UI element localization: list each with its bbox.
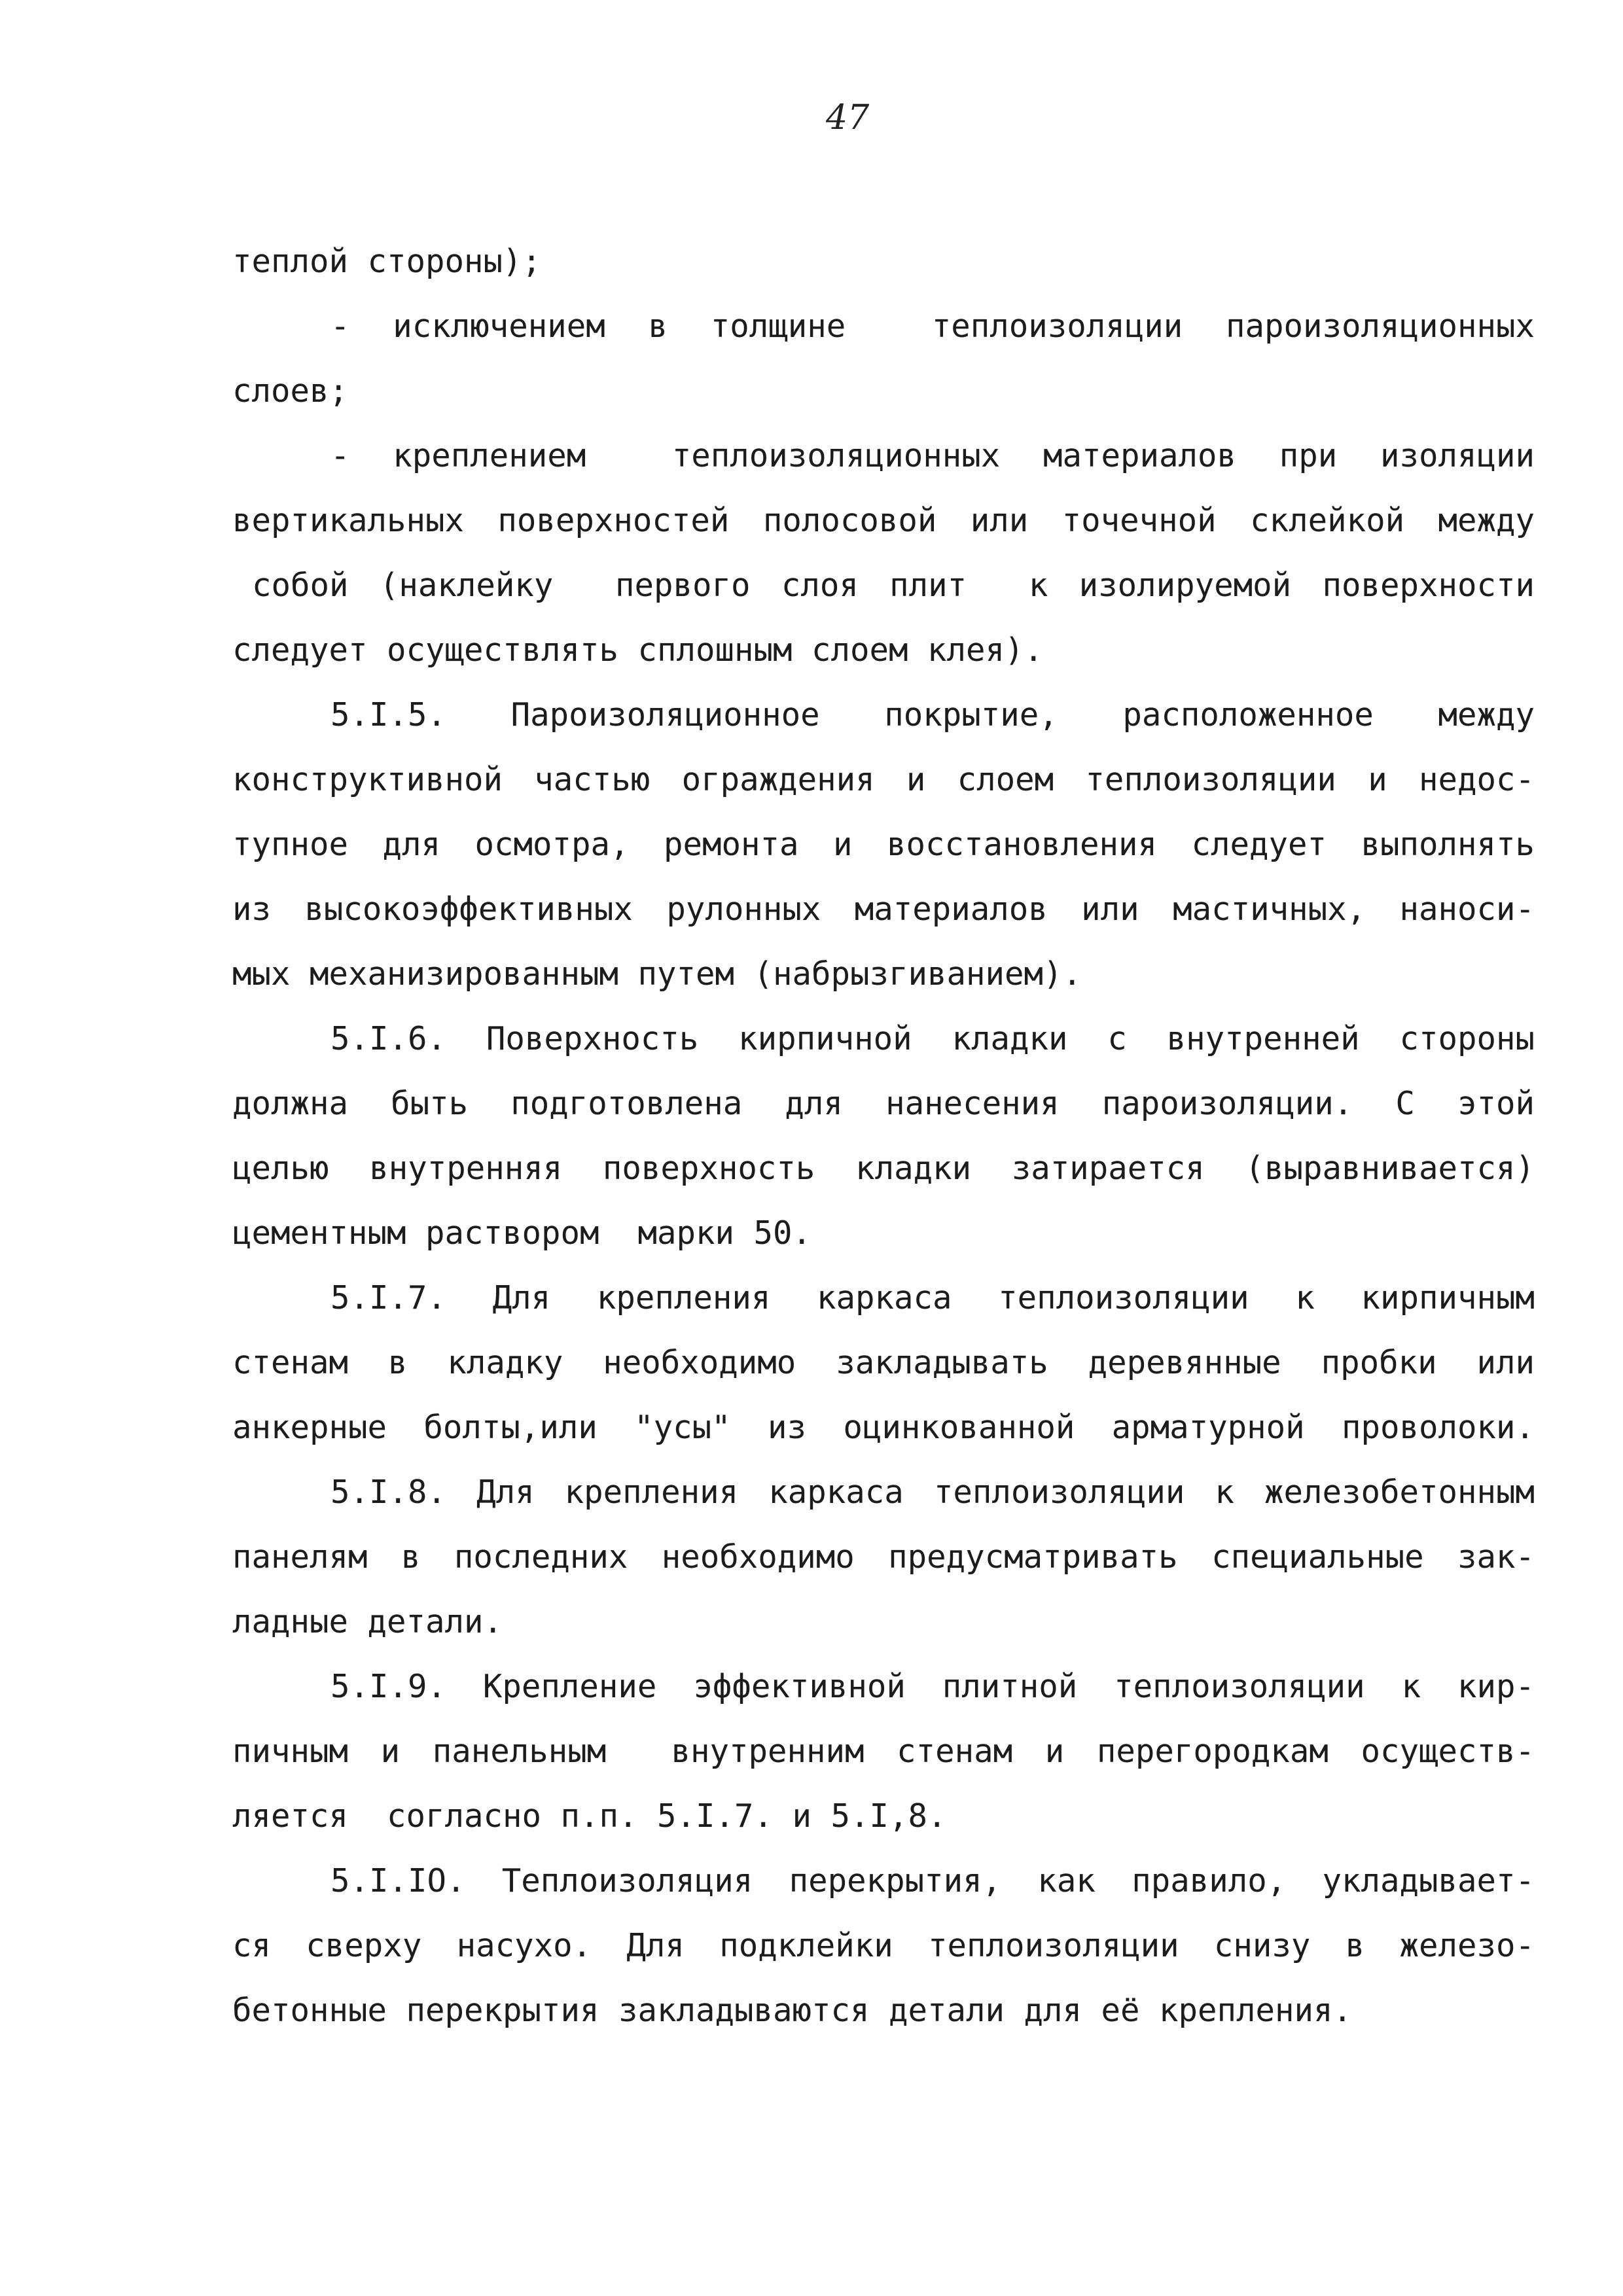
- text-line: 5.I.5. Пароизоляционное покрытие, расположенное между: [330, 696, 1535, 733]
- text-line: 5.I.8. Для крепления каркаса теплоизоляции к железобетонным: [330, 1474, 1535, 1511]
- text-line: ляется согласно п.п. 5.I.7. и 5.I,8.: [232, 1797, 947, 1835]
- text-line: целью внутренняя поверхность кладки затирается (выравнивается): [232, 1150, 1535, 1187]
- text-line: следует осуществлять сплошным слоем клея).: [232, 631, 1044, 669]
- text-line: конструктивной частью ограждения и слоем теплоизоляции и недос-: [232, 761, 1535, 798]
- text-line: 5.I.7. Для крепления каркаса теплоизоляции к кирпичным: [330, 1279, 1535, 1316]
- text-line: ся сверху насухо. Для подклейки теплоизоляции снизу в железо-: [232, 1927, 1535, 1964]
- document-body: [232, 229, 1535, 2043]
- text-line: пичным и панельным внутренним стенам и перегородкам осуществ-: [232, 1733, 1535, 1770]
- text-line: должна быть подготовлена для нанесения пароизоляции. С этой: [232, 1085, 1535, 1122]
- text-line: - исключением в толщине теплоизоляции пароизоляционных: [330, 308, 1535, 345]
- text-line: мых механизированным путем (набрызгиванием).: [232, 955, 1082, 993]
- text-line: анкерные болты,или "усы" из оцинкованной арматурной проволоки.: [232, 1409, 1535, 1446]
- text-line: 5.I.6. Поверхность кирпичной кладки с внутренней стороны: [330, 1020, 1535, 1057]
- text-line: 5.I.IO. Теплоизоляция перекрытия, как правило, укладывает-: [330, 1862, 1535, 1899]
- text-line: панелям в последних необходимо предусматривать специальные зак-: [232, 1538, 1535, 1576]
- page-number: 47: [826, 98, 870, 137]
- text-line: слоев;: [232, 372, 349, 410]
- text-line: тупное для осмотра, ремонта и восстановления следует выполнять: [232, 826, 1535, 863]
- text-line: собой (наклейку первого слоя плит к изолируемой поверхности: [252, 567, 1535, 604]
- text-line: стенам в кладку необходимо закладывать деревянные пробки или: [232, 1344, 1535, 1381]
- text-line: из высокоэффективных рулонных материалов или мастичных, наноси-: [232, 891, 1535, 928]
- text-line: 5.I.9. Крепление эффективной плитной теплоизоляции к кир-: [330, 1668, 1535, 1705]
- text-line: - креплением теплоизоляционных материалов при изоляции: [330, 437, 1535, 474]
- text-line: бетонные перекрытия закладываются детали для её крепления.: [232, 1992, 1353, 2029]
- text-line: ладные детали.: [232, 1603, 503, 1640]
- text-line: вертикальных поверхностей полосовой или точечной склейкой между: [232, 502, 1535, 539]
- text-line: цементным раствором марки 50.: [232, 1214, 812, 1252]
- text-line: теплой стороны);: [232, 243, 542, 280]
